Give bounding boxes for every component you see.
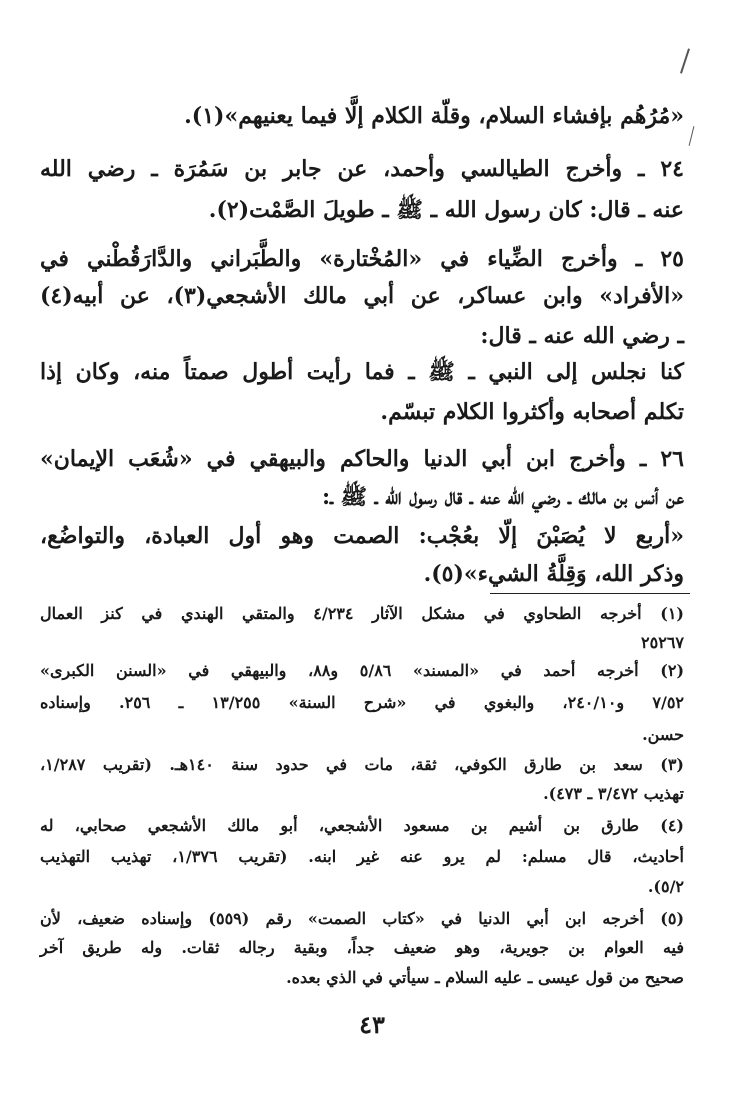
footnote-separator: [490, 593, 690, 594]
footnote-line: (٢) أخرجه أحمد في «المسند» ٥/٨٦ و٨٨، والبيهقي في «السنن الكبرى»: [40, 661, 685, 680]
footnote-line: تهذيب ٣/٤٧٢ ـ ٤٧٣).: [543, 784, 684, 803]
page-number: ٤٣: [359, 1010, 385, 1039]
footnote-line: أحاديث، قال مسلم: لم يرو عنه غير ابنه. (تقريب ١/٣٧٦، تهذيب التهذيب: [40, 847, 685, 866]
footnote-line: ٢٥٢٦٧: [641, 633, 684, 652]
body-line: «الأفراد» وابن عساكر، عن أبي مالك الأشجعي(٣)، عن أبيه(٤): [40, 283, 684, 309]
footnote-line: (١) أخرجه الطحاوي في مشكل الآثار ٤/٢٣٤ والمتقي الهندي في كنز العمال: [40, 604, 684, 623]
body-line: كنا نجلس إلى النبي ـ ﷺ ـ فما رأيت أطول صمتاً منه، وكان إذا: [40, 359, 684, 385]
footnote-line: (٤) طارق بن أشيم بن مسعود الأشجعي، أبو مالك الأشجعي صحابي، له: [40, 816, 684, 835]
footnote-line: ٧/٥٢ و٢٤٠/١٠، والبغوي في «شرح السنة» ١٣/٢٥٥ ـ ٢٥٦. وإسناده: [40, 693, 685, 712]
body-line: «أربع لا يُصَبْنَ إلّا بعُجْب: الصمت وهو أول العبادة، والتواضُع،: [40, 523, 684, 549]
body-line: وذكر الله، وَقِلَّةُ الشيء»(٥).: [423, 561, 684, 587]
body-line: عنه ـ قال: كان رسول الله ـ ﷺ ـ طويلَ الصَّمْت(٢).: [208, 197, 684, 223]
scan-mark: [680, 48, 690, 73]
body-line: «مُرُهُم بإفشاء السلام، وقلّة الكلام إلَّا فيما يعنيهم»(١).: [184, 103, 684, 129]
scan-mark: [689, 126, 695, 146]
body-line: ٢٤ ـ وأخرج الطيالسي وأحمد، عن جابر بن سَمُرَة ـ رضي الله: [40, 156, 684, 182]
body-line: تكلم أصحابه وأكثروا الكلام تبسّم.: [380, 399, 684, 425]
footnote-line: ٥/٢).: [647, 877, 684, 896]
body-line: ـ رضي الله عنه ـ قال:: [480, 323, 684, 349]
footnote-line: صحيح من قول عيسى ـ عليه السلام ـ سيأتي في الذي بعده.: [286, 968, 684, 987]
body-line: ٢٦ ـ وأخرج ابن أبي الدنيا والحاكم والبيهقي في «شُعَب الإيمان»: [40, 446, 684, 472]
footnote-line: (٣) سعد بن طارق الكوفي، ثقة، مات في حدود سنة ١٤٠هـ. (تقريب ١/٢٨٧،: [40, 755, 684, 774]
footnote-line: حسن.: [642, 725, 684, 744]
footnote-line: فيه العوام بن جويرية، وهو ضعيف جداً، وبقية رجاله ثقات. وله طريق آخر: [40, 938, 684, 957]
footnote-line: (٥) أخرجه ابن أبي الدنيا في «كتاب الصمت» رقم (٥٥٩) وإسناده ضعيف، لأن: [40, 909, 685, 928]
body-line: ٢٥ ـ وأخرج الضِّياء في «المُخْتارة» والطَّبَراني والدَّارَقُطْني في: [40, 246, 684, 272]
body-line: عن أنس بن مالك ـ رضي الله عنه ـ قال رسول الله ـ ﷺ ـ:: [321, 484, 684, 510]
